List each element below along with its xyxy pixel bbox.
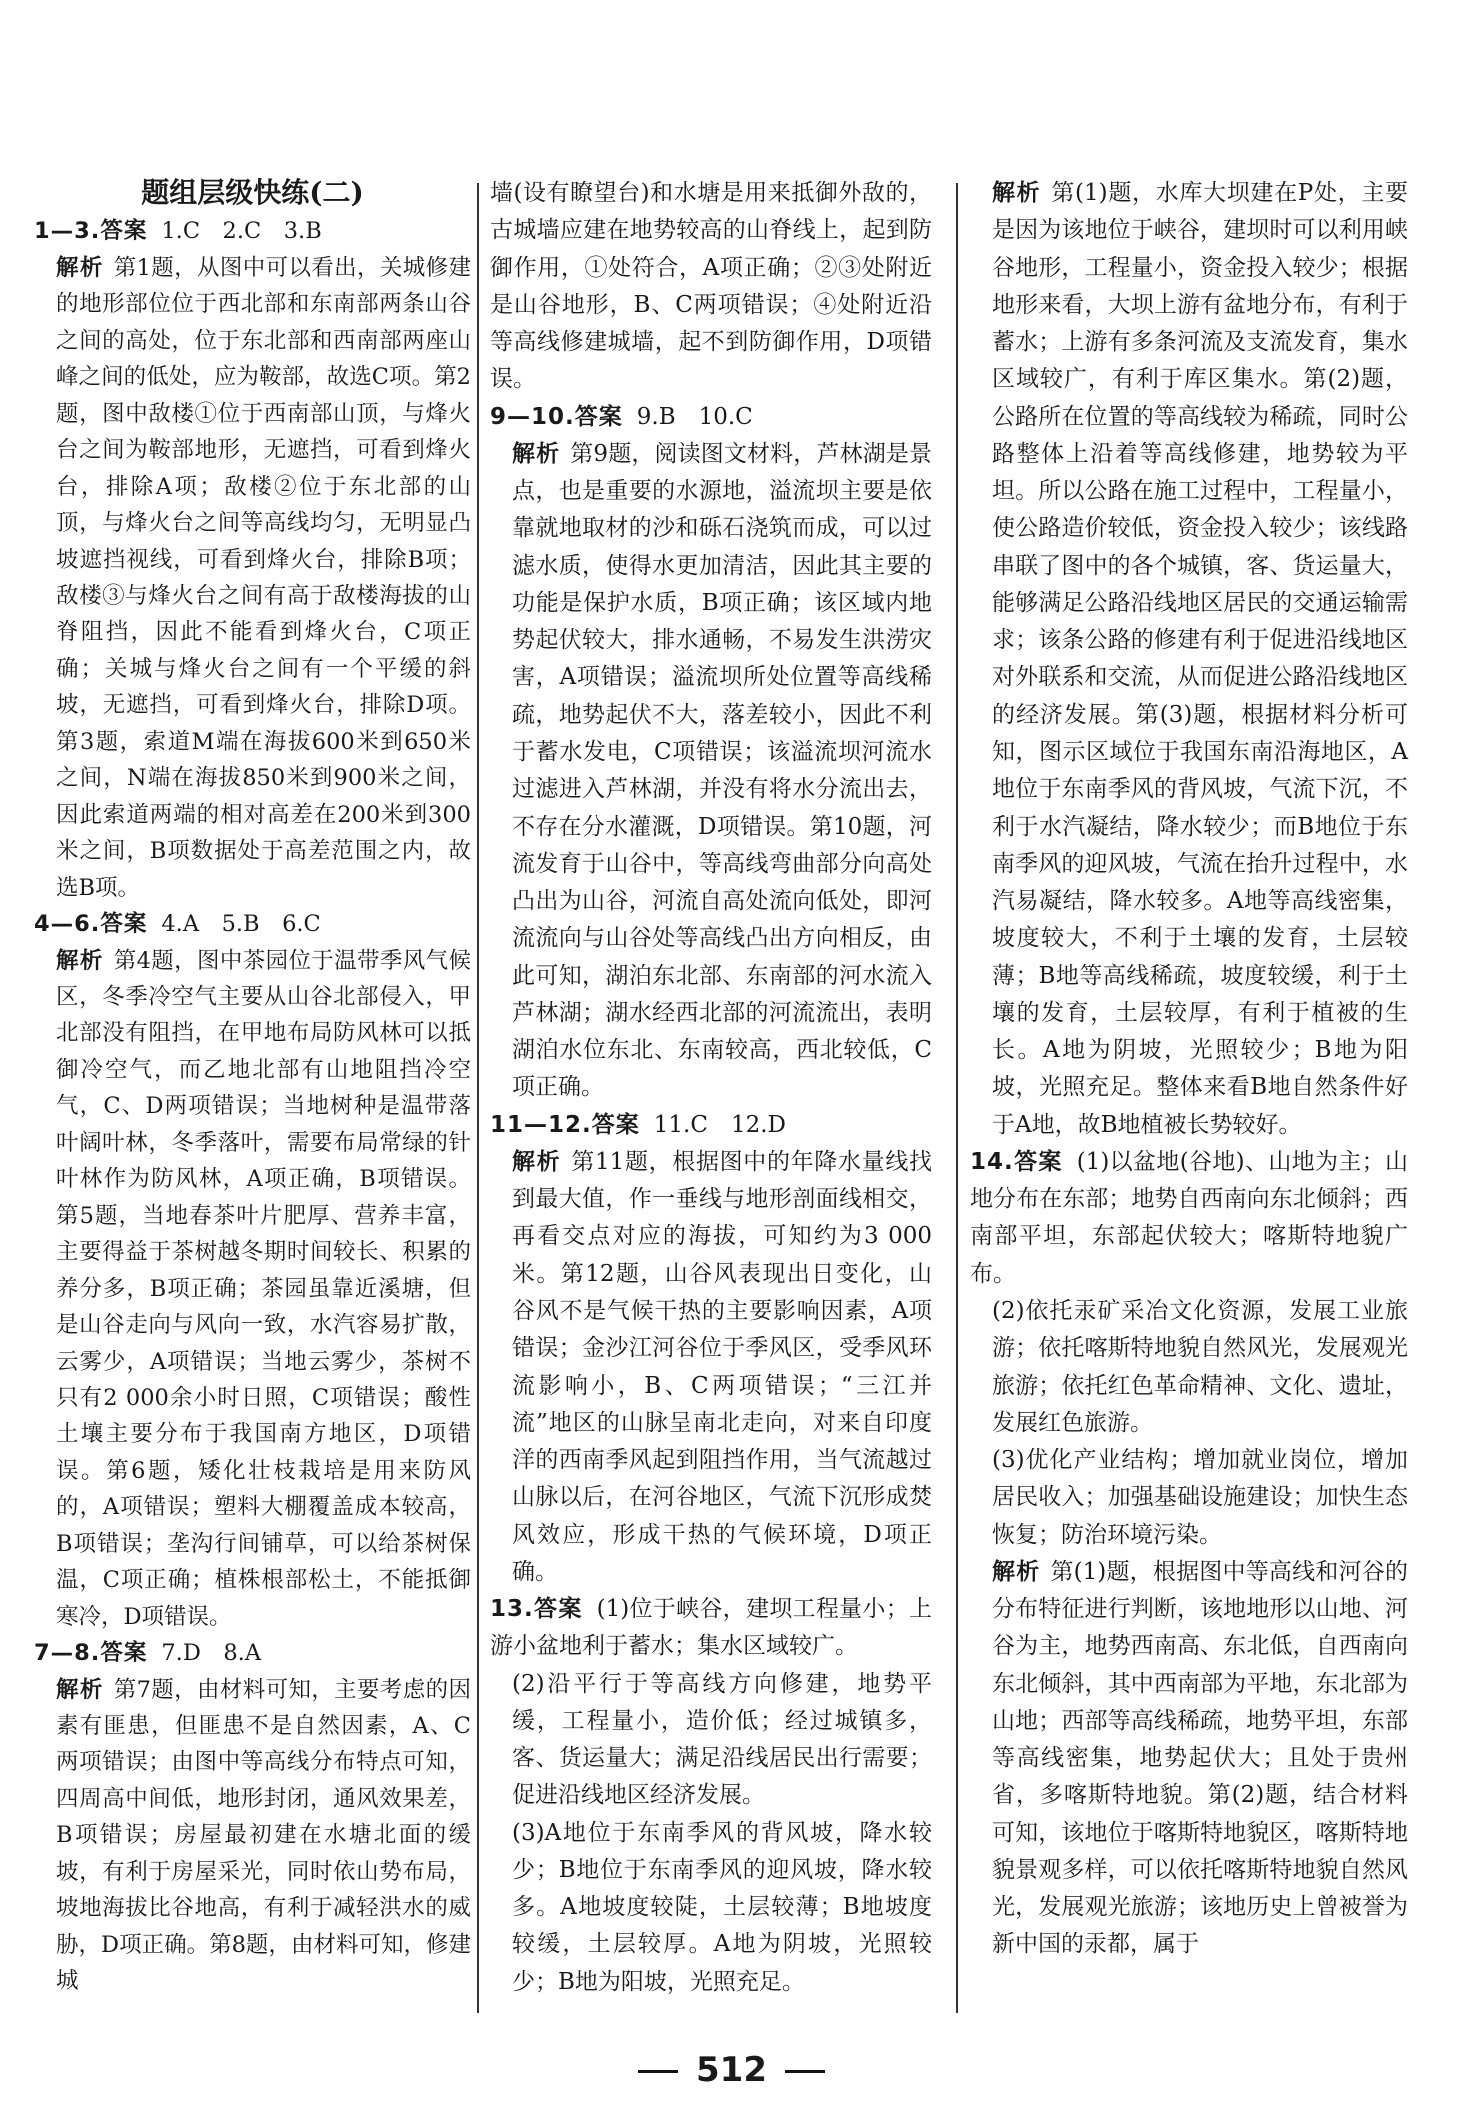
analysis-paragraph bbox=[34, 1672, 471, 2000]
analysis-text: 第7题，由材料可知，主要考虑的因素有匪患，但匪患不是自然因素，A、C两项错误；由图中等高线分布特点可知，四周高中间低，地形封闭，通风效果差，B项错误；房屋最初建在水塘北面的缓坡，有利于房屋采光，同时依山势布局，坡地海拔比谷地高，有利于减轻洪水的威胁，D项正确。第8题，由材料可知，修建城 bbox=[56, 1676, 471, 1995]
column-divider bbox=[477, 183, 479, 2013]
page-number-footer bbox=[0, 2050, 1463, 2090]
answer-subitem: (3)优化产业结构；增加就业岗位，增加居民收入；加强基础设施建设；加快生态恢复；防治环境污染。 bbox=[992, 1447, 1408, 1548]
answer-line bbox=[490, 1591, 932, 1666]
column-left bbox=[34, 175, 471, 2000]
analysis-paragraph bbox=[970, 1554, 1408, 1964]
answer-line bbox=[34, 906, 471, 942]
answer-text: 7.D 8.A bbox=[161, 1640, 262, 1667]
column-right bbox=[970, 175, 1408, 1964]
answer-text: 11.C 12.D bbox=[653, 1111, 786, 1138]
answer-line bbox=[490, 399, 932, 436]
answer-label: 11—12.答案 bbox=[490, 1111, 640, 1138]
answer-text: 4.A 5.B 6.C bbox=[161, 911, 321, 938]
answer-label: 14.答案 bbox=[970, 1148, 1063, 1175]
analysis-text: 第1题，从图中可以看出，关城修建的地形部位位于西北部和东南部两条山谷之间的高处，位于东北部和西南部两座山峰之间的低处，应为鞍部，故选C项。第2题，图中敌楼①位于西南部山顶，与烽火台之间为鞍部地形，无遮挡，可看到烽火台，排除A项；敌楼②位于东北部的山顶，与烽火台之间等高线均匀，无明显凸坡遮挡视线，可看到烽火台，排除B项；敌楼③与烽火台之间有高于敌楼海拔的山脊阻挡，因此不能看到烽火台，C项正确；关城与烽火台之间有一个平缓的斜坡，无遮挡，可看到烽火台，排除D项。第3题，索道M端在海拔600米到650米之间，N端在海拔850米到900米之间，因此索道两端的相对高差在200米到300米之间，B项数据处于高差范围之内，故选B项。 bbox=[56, 254, 471, 901]
answer-text: 9.B 10.C bbox=[636, 403, 753, 430]
analysis-text: 第(1)题，水库大坝建在P处，主要是因为该地位于峡谷，建坝时可以利用峡谷地形，工程量小，资金投入较少；根据地形来看，大坝上游有盆地分布，有利于蓄水；上游有多条河流及支流发育，集水区域较广，有利于库区集水。第(2)题，公路所在位置的等高线较为稀疏，同时公路整体上沿着等高线修建，地势较为平坦。所以公路在施工过程中，工程量小，使公路造价较低，资金投入较少；该线路串联了图中的各个城镇，客、货运量大，能够满足公路沿线地区居民的交通运输需求；该条公路的修建有利于促进沿线地区对外联系和交流，从而促进公路沿线地区的经济发展。第(3)题，根据材料分析可知，图示区域位于我国东南沿海地区，A地位于东南季风的背风坡，气流下沉，不利于水汽凝结，降水较少；而B地位于东南季风的迎风坡，气流在抬升过程中，水汽易凝结，降水较多。A地等高线密集，坡度较大，不利于土壤的发育，土层较薄；B地等高线稀疏，坡度较缓，利于土壤的发育，土层较厚，有利于植被的生长。A地为阴坡，光照较少；B地为阳坡，光照充足。整体来看B地自然条件好于A地，故B地植被长势较好。 bbox=[992, 180, 1409, 1138]
analysis-paragraph bbox=[34, 943, 471, 1636]
analysis-paragraph bbox=[34, 250, 471, 906]
footer-dash bbox=[638, 2070, 678, 2073]
analysis-paragraph bbox=[490, 1144, 932, 1591]
analysis-label: 解析 bbox=[56, 947, 104, 974]
page-number: 512 bbox=[696, 2050, 767, 2090]
answer-text: (1)以盆地(谷地)、山地为主；山地分布在东部；地势自西南向东北倾斜；西南部平坦，东部起伏较大；喀斯特地貌广布。 bbox=[970, 1148, 1409, 1287]
answer-line bbox=[490, 1107, 932, 1144]
answer-text: (1)位于峡谷，建坝工程量小；上游小盆地利于蓄水；集水区域较广。 bbox=[490, 1596, 932, 1660]
answer-text: 1.C 2.C 3.B bbox=[161, 218, 322, 245]
analysis-text: 第11题，根据图中的年降水量线找到最大值，作一垂线与地形剖面线相交，再看交点对应的海拔，可知约为3 000米。第12题，山谷风表现出日变化，山谷风不是气候干热的主要影响因素，A项错误；金沙江河谷位于季风区，受季风环流影响小，B、C两项错误；“三江并流”地区的山脉呈南北走向，对来自印度洋的西南季风起到阻挡作用，当气流越过山脉以后，在河谷地区，气流下沉形成焚风效应，形成干热的气候环境，D项正确。 bbox=[512, 1148, 932, 1585]
analysis-paragraph bbox=[970, 175, 1408, 1144]
analysis-label: 解析 bbox=[512, 440, 561, 467]
answer-label: 13.答案 bbox=[490, 1596, 583, 1623]
answer-subitem: (2)依托汞矿采冶文化资源，发展工业旅游；依托喀斯特地貌自然风光，发展观光旅游；依托红色革命精神、文化、遗址，发展红色旅游。 bbox=[992, 1297, 1408, 1436]
analysis-label: 解析 bbox=[992, 180, 1042, 206]
column-middle bbox=[490, 175, 932, 2001]
answer-line bbox=[34, 1635, 471, 1671]
analysis-paragraph bbox=[490, 436, 932, 1107]
continued-text: 墙(设有瞭望台)和水塘是用来抵御外敌的，古城墙应建在地势较高的山脊线上，起到防御作用，①处符合，A项正确；②③处附近是山谷地形，B、C两项错误；④处附近沿等高线修建城墙，起不到防御作用，D项错误。 bbox=[490, 180, 932, 393]
analysis-label: 解析 bbox=[512, 1148, 562, 1175]
answer-line bbox=[34, 213, 471, 249]
analysis-label: 解析 bbox=[992, 1558, 1041, 1585]
answer-line bbox=[970, 1144, 1408, 1293]
answer-label: 1—3.答案 bbox=[34, 218, 148, 245]
column-divider bbox=[956, 183, 958, 2013]
analysis-text: 第4题，图中茶园位于温带季风气候区，冬季冷空气主要从山谷北部侵入，甲北部没有阻挡，在甲地布局防风林可以抵御冷空气，而乙地北部有山地阻挡冷空气，C、D两项错误；当地树种是温带落叶阔叶林，冬季落叶，需要布局常绿的针叶林作为防风林，A项正确，B项错误。第5题，当地春茶叶片肥厚、营养丰富，主要得益于茶树越冬期时间较长、积累的养分多，B项正确；茶园虽靠近溪塘，但是山谷走向与风向一致，水汽容易扩散，云雾少，A项错误；当地云雾少，茶树不只有2 000余小时日照，C项错误；酸性土壤主要分布于我国南方地区，D项错误。第6题，矮化壮枝栽培是用来防风的，A项错误；塑料大棚覆盖成本较高，B项错误；垄沟行间铺草，可以给茶树保温，C项正确；植株根部松土，不能抵御寒冷，D项错误。 bbox=[56, 947, 471, 1630]
analysis-text: 第9题，阅读图文材料，芦林湖是景点，也是重要的水源地，溢流坝主要是依靠就地取材的沙和砾石浇筑而成，可以过滤水质，使得水更加清洁，因此其主要的功能是保护水质，B项正确；该区域内地势起伏较大，排水通畅，不易发生洪涝灾害，A项错误；溢流坝所处位置等高线稀疏，地势起伏不大，落差较小，因此不利于蓄水发电，C项错误；该溢流坝河流水过滤进入芦林湖，并没有将水分流出去，不存在分水灌溉，D项错误。第10题，河流发育于山谷中，等高线弯曲部分向高处凸出为山谷，河流自高处流向低处，即河流流向与山谷处等高线凸出方向相反，由此可知，湖泊东北部、东南部的河水流入芦林湖；湖水经西北部的河流流出，表明湖泊水位东北、东南较高，西北较低，C项正确。 bbox=[512, 440, 932, 1101]
answer-label: 9—10.答案 bbox=[490, 403, 623, 430]
analysis-label: 解析 bbox=[56, 1676, 104, 1703]
analysis-label: 解析 bbox=[56, 254, 104, 281]
answer-subitem: (3)A地位于东南季风的背风坡，降水较少；B地位于东南季风的迎风坡，降水较多。A地坡度较陡，土层较薄；B地坡度较缓，土层较厚。A地为阴坡，光照较少；B地为阳坡，光照充足。 bbox=[512, 1819, 932, 1995]
analysis-text: 第(1)题，根据图中等高线和河谷的分布特征进行判断，该地地形以山地、河谷为主，地势西南高、东北低，自西南向东北倾斜，其中西南部为平地，东北部为山地；西部等高线稀疏，地势平坦，东部等高线密集，地势起伏大；且处于贵州省，多喀斯特地貌。第(2)题，结合材料可知，该地位于喀斯特地貌区，喀斯特地貌景观多样，可以依托喀斯特地貌自然风光，发展观光旅游；该地历史上曾被誉为新中国的汞都，属于 bbox=[992, 1558, 1408, 1958]
answer-subitem: (2)沿平行于等高线方向修建，地势平缓，工程量小，造价低；经过城镇多，客、货运量大；满足沿线居民出行需要；促进沿线地区经济发展。 bbox=[512, 1670, 932, 1809]
answer-label: 4—6.答案 bbox=[34, 911, 148, 938]
section-title: 题组层级快练(二) bbox=[141, 176, 364, 209]
footer-dash bbox=[785, 2070, 825, 2073]
answer-label: 7—8.答案 bbox=[34, 1640, 148, 1667]
